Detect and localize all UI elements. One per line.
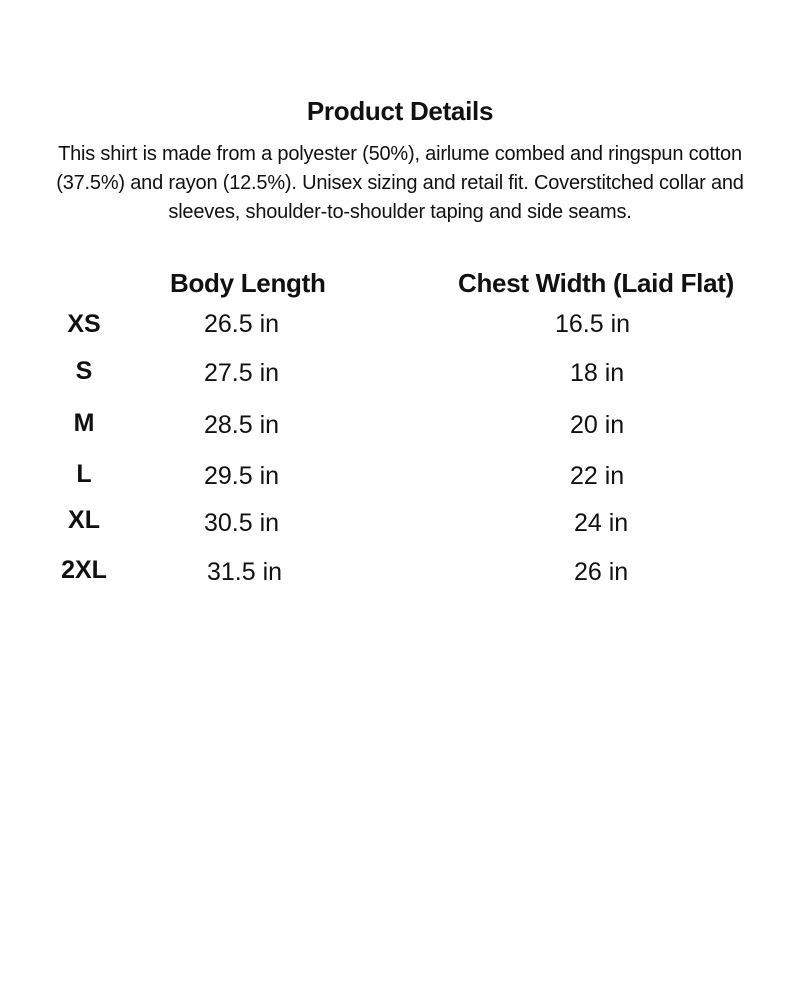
chest-width-value: 20 in bbox=[570, 411, 625, 439]
body-length-value: 31.5 in bbox=[207, 558, 283, 586]
body-length-value: 27.5 in bbox=[204, 359, 280, 387]
header-body-length: Body Length bbox=[170, 268, 326, 298]
body-length-value: 28.5 in bbox=[204, 411, 280, 439]
header-chest-width: Chest Width (Laid Flat) bbox=[458, 268, 734, 298]
page-title: Product Details bbox=[306, 96, 494, 126]
size-label: 2XL bbox=[61, 556, 107, 584]
size-label: M bbox=[73, 409, 95, 437]
size-label: L bbox=[76, 460, 92, 488]
chest-width-value: 16.5 in bbox=[555, 310, 631, 338]
body-length-value: 30.5 in bbox=[204, 509, 280, 537]
chest-width-value: 22 in bbox=[570, 462, 625, 490]
body-length-value: 29.5 in bbox=[204, 462, 280, 490]
size-label: S bbox=[75, 357, 93, 385]
size-label: XL bbox=[68, 506, 100, 534]
chest-width-value: 26 in bbox=[574, 558, 629, 586]
size-label: XS bbox=[67, 310, 101, 338]
body-length-value: 26.5 in bbox=[204, 310, 280, 338]
chest-width-value: 24 in bbox=[574, 509, 629, 537]
product-description: This shirt is made from a polyester (50%), airlume combed and ringspun cotton (37.5%) and rayon (12.5%). Unisex sizing and retail fit. Coverstitched collar and sleeves, shoulder-to-shoulder taping and side seams. bbox=[56, 143, 744, 223]
chest-width-value: 18 in bbox=[570, 359, 625, 387]
